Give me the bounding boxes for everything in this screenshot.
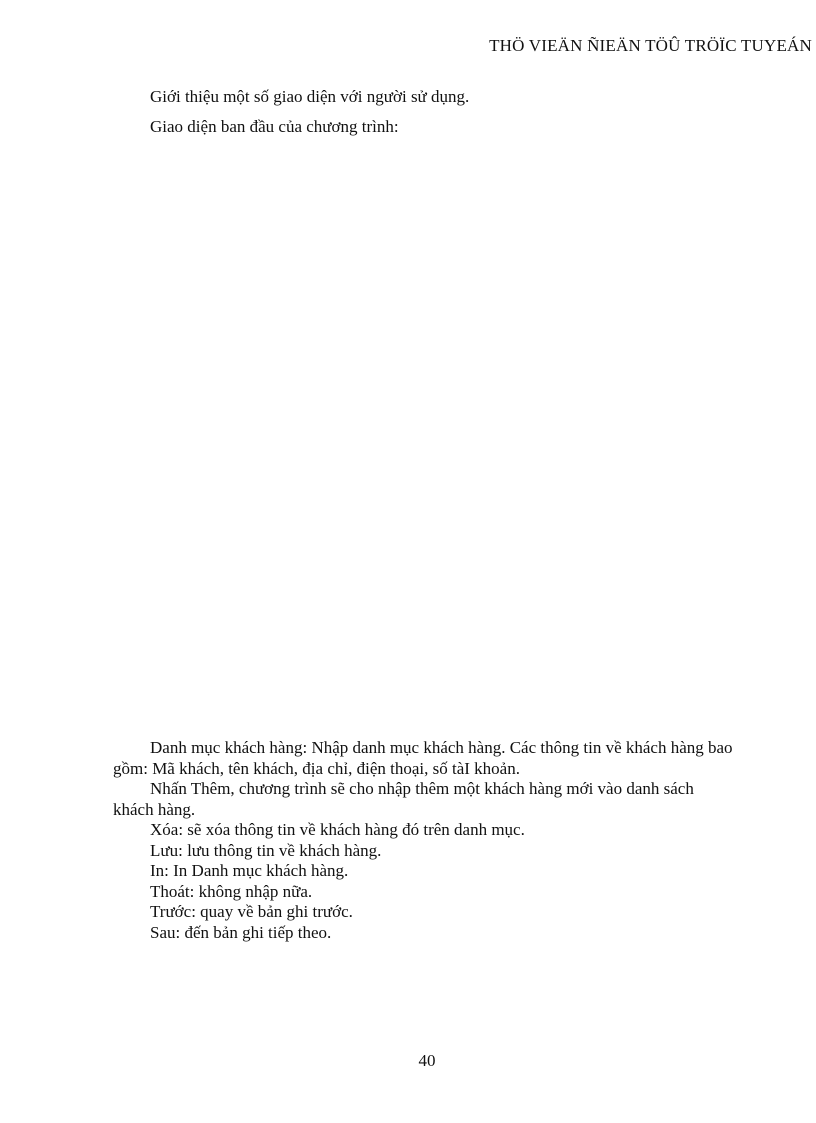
paragraph-save: Lưu: lưu thông tin về khách hàng.	[150, 840, 382, 860]
intro-section	[150, 82, 469, 142]
paragraph-add: Nhấn Thêm, chương trình sẽ cho nhập thêm một khách hàng mới vào danh sách khách hàng.	[113, 779, 694, 819]
paragraph-customer-list: Danh mục khách hàng: Nhập danh mục khách hàng. Các thông tin về khách hàng bao gồm: Mã khách, tên khách, địa chỉ, điện thoại, số tàI khoản.	[113, 738, 733, 778]
paragraph-next: Sau: đến bản ghi tiếp theo.	[150, 922, 332, 942]
body-section	[113, 738, 733, 943]
intro-line-2: Giao diện ban đầu của chương trình:	[150, 117, 399, 136]
intro-line-1: Giới thiệu một số giao diện với người sử dụng.	[150, 87, 470, 106]
paragraph-delete: Xóa: sẽ xóa thông tin về khách hàng đó trên danh mục.	[150, 820, 525, 839]
page-number: 40	[418, 1051, 436, 1070]
paragraph-previous: Trước: quay về bản ghi trước.	[150, 902, 353, 921]
running-header: THÖ VIEÄN ÑIEÄN TÖÛ TRÖÏC TUYEÁN	[489, 36, 812, 55]
paragraph-exit: Thoát: không nhập nữa.	[150, 881, 313, 901]
figure-placeholder	[113, 150, 713, 720]
paragraph-print: In: In Danh mục khách hàng.	[150, 861, 349, 880]
